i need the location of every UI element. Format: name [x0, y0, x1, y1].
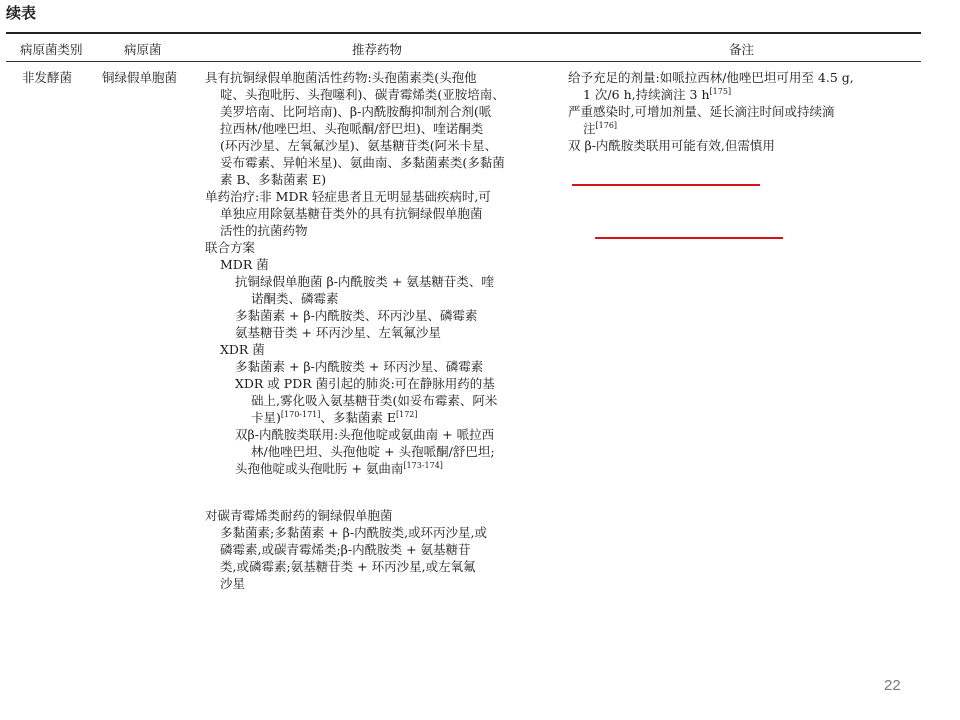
line-text: 础上,雾化吸入氨基糖苷类(如妥布霉素、阿米	[251, 393, 498, 408]
line-text: 妥布霉素、异帕米星)、氨曲南、多黏菌素类(多黏菌	[220, 155, 505, 170]
text-line	[205, 273, 548, 290]
line-text: 素 B、多黏菌素 E)	[220, 172, 327, 187]
line-text: 多黏菌素;多黏菌素 + β-内酰胺类,或环丙沙星,或	[220, 525, 488, 540]
text-line	[205, 507, 548, 524]
text-line	[205, 541, 548, 558]
line-text: 磷霉素,或碳青霉烯类;β-内酰胺类 + 氨基糖苷	[220, 542, 471, 557]
line-text: 单药治疗:非 MDR 轻症患者且无明显基础疾病时,可	[205, 189, 491, 204]
text-line	[568, 86, 918, 103]
drug-recommendation-block	[205, 507, 548, 592]
line-text: 注	[583, 121, 596, 136]
text-line	[205, 443, 548, 460]
text-line	[205, 205, 548, 222]
cell-notes	[568, 69, 918, 154]
text-line	[205, 120, 548, 137]
line-text: 活性的抗菌药物	[220, 223, 308, 238]
text-line	[568, 69, 918, 86]
citation-reference: [175]	[709, 86, 732, 96]
line-text: 沙星	[220, 576, 246, 591]
line-text: 卡星)	[251, 410, 281, 425]
text-line	[205, 222, 548, 239]
line-text: 林/他唑巴坦、头孢他啶 + 头孢哌酮/舒巴坦;	[251, 444, 495, 459]
citation-reference: [173-174]	[403, 460, 443, 470]
line-text: XDR 菌	[220, 342, 265, 357]
line-text-continued: 、多黏菌素 E	[320, 410, 396, 425]
text-line	[205, 86, 548, 103]
text-line	[205, 524, 548, 541]
page-heading: 续表	[6, 4, 37, 22]
text-line	[205, 375, 548, 392]
text-line	[205, 307, 548, 324]
header-pathogen: 病原菌	[124, 42, 162, 57]
cell-recommended-drugs	[205, 69, 548, 592]
line-text: 多黏菌素 + β-内酰胺类 + 环丙沙星、磷霉素	[235, 359, 484, 374]
line-text: 拉西林/他唑巴坦、头孢哌酮/舒巴坦)、喹诺酮类	[220, 121, 484, 136]
line-text: 对碳青霉烯类耐药的铜绿假单胞菌	[205, 508, 393, 523]
text-line	[568, 137, 918, 154]
line-text: 诺酮类、磷霉素	[251, 291, 339, 306]
citation-reference: [176]	[595, 120, 618, 130]
text-line	[205, 239, 548, 256]
text-line	[205, 324, 548, 341]
text-line	[205, 290, 548, 307]
line-text: 1 次/6 h,持续滴注 3 h	[583, 87, 710, 102]
line-text: 具有抗铜绿假单胞菌活性药物:头孢菌素类(头孢他	[205, 70, 477, 85]
cell-pathogen-category: 非发酵菌	[22, 70, 73, 85]
line-text: MDR 菌	[220, 257, 269, 272]
recommendation-table	[6, 32, 921, 622]
page-number: 22	[884, 677, 901, 694]
drug-recommendation-block	[205, 69, 548, 477]
line-text: 给予充足的剂量:如哌拉西林/他唑巴坦可用至 4.5 g,	[568, 70, 854, 85]
line-text: (环丙沙星、左氧氟沙星)、氨基糖苷类(阿米卡星、	[220, 138, 498, 153]
line-text: 啶、头孢吡肟、头孢噻利)、碳青霉烯类(亚胺培南、	[220, 87, 505, 102]
text-line	[205, 409, 548, 426]
text-line	[205, 575, 548, 592]
text-line	[205, 188, 548, 205]
text-line	[205, 426, 548, 443]
header-pathogen-category: 病原菌类别	[20, 42, 83, 57]
text-line	[205, 460, 548, 477]
text-line	[568, 120, 918, 137]
line-text: 头孢他啶或头孢吡肟 + 氨曲南	[235, 461, 404, 476]
text-line	[205, 358, 548, 375]
citation-reference: [172]	[395, 409, 418, 419]
text-line	[205, 256, 548, 273]
table-row	[6, 62, 921, 622]
cell-pathogen: 铜绿假单胞菌	[102, 70, 178, 85]
red-underline-annotation	[572, 184, 760, 186]
text-line	[205, 392, 548, 409]
text-line	[205, 558, 548, 575]
line-text: 氨基糖苷类 + 环丙沙星、左氧氟沙星	[235, 325, 441, 340]
line-text: 双 β-内酰胺类联用可能有效,但需慎用	[568, 138, 775, 153]
line-text: XDR 或 PDR 菌引起的肺炎:可在静脉用药的基	[235, 376, 495, 391]
text-line	[568, 103, 918, 120]
text-line	[205, 341, 548, 358]
text-line	[205, 69, 548, 86]
text-line	[205, 103, 548, 120]
header-recommended-drugs: 推荐药物	[352, 42, 403, 57]
line-text: 单独应用除氨基糖苷类外的具有抗铜绿假单胞菌	[220, 206, 483, 221]
line-text: 类,或磷霉素;氨基糖苷类 + 环丙沙星,或左氧氟	[220, 559, 476, 574]
header-notes: 备注	[729, 42, 755, 57]
line-text: 联合方案	[205, 240, 256, 255]
text-line	[205, 171, 548, 188]
table-header-row	[6, 34, 921, 61]
line-text: 抗铜绿假单胞菌 β-内酰胺类 + 氨基糖苷类、喹	[235, 274, 494, 289]
line-text: 美罗培南、比阿培南)、β-内酰胺酶抑制剂合剂(哌	[220, 104, 492, 119]
line-text: 双β-内酰胺类联用:头孢他啶或氨曲南 + 哌拉西	[235, 427, 495, 442]
text-line	[205, 137, 548, 154]
line-text: 严重感染时,可增加剂量、延长滴注时间或持续滴	[568, 104, 835, 119]
citation-reference: [170-171]	[280, 409, 321, 419]
line-text: 多黏菌素 + β-内酰胺类、环丙沙星、磷霉素	[235, 308, 478, 323]
red-underline-annotation	[595, 237, 783, 239]
text-line	[205, 154, 548, 171]
